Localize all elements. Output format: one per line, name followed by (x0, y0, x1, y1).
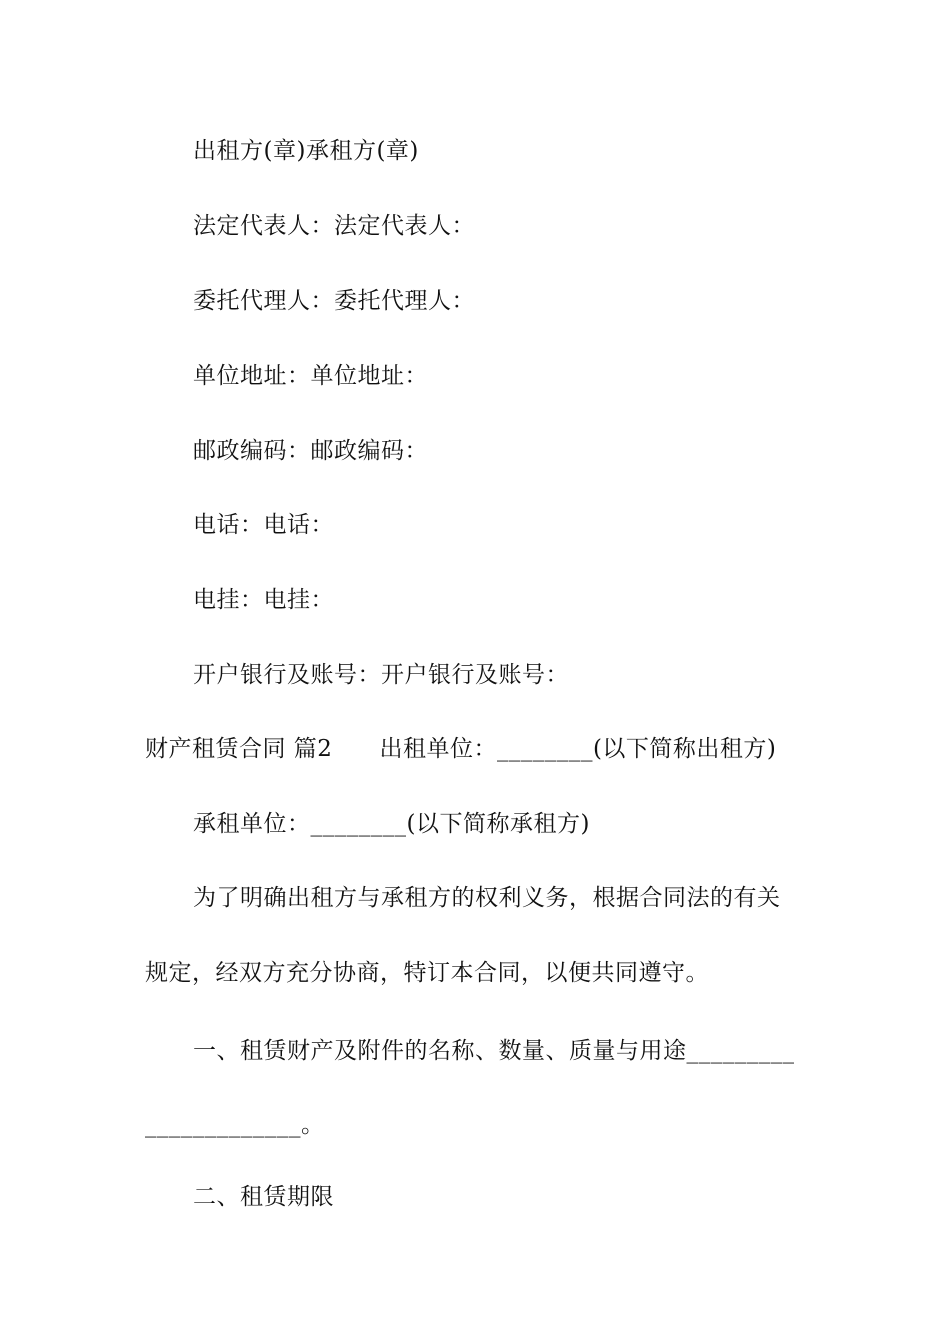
preamble-line-1: 为了明确出租方与承租方的权利义务，根据合同法的有关 (193, 885, 781, 911)
authorized-agent-line: 委托代理人：委托代理人： (193, 288, 475, 314)
clause-one-line-1: 一、租赁财产及附件的名称、数量、质量与用途_________ (193, 1038, 795, 1064)
lessee-line: 承租单位：________(以下简称承租方) (193, 811, 590, 837)
telegraph-line: 电挂：电挂： (193, 587, 334, 613)
phone-line: 电话：电话： (193, 512, 334, 538)
preamble-line-2: 规定，经双方充分协商，特订本合同，以便共同遵守。 (145, 960, 709, 986)
clause-one-line-2: _____________。 (145, 1112, 325, 1138)
legal-representative-line: 法定代表人：法定代表人： (193, 213, 475, 239)
postal-code-line: 邮政编码：邮政编码： (193, 438, 428, 464)
clause-two-heading: 二、租赁期限 (193, 1184, 334, 1210)
address-line: 单位地址：单位地址： (193, 363, 428, 389)
contract-title-lessor-line: 财产租赁合同 篇2 出租单位：________(以下简称出租方) (145, 736, 777, 762)
signature-seal-line: 出租方(章)承租方(章) (193, 138, 419, 164)
bank-account-line: 开户银行及账号：开户银行及账号： (193, 662, 569, 688)
